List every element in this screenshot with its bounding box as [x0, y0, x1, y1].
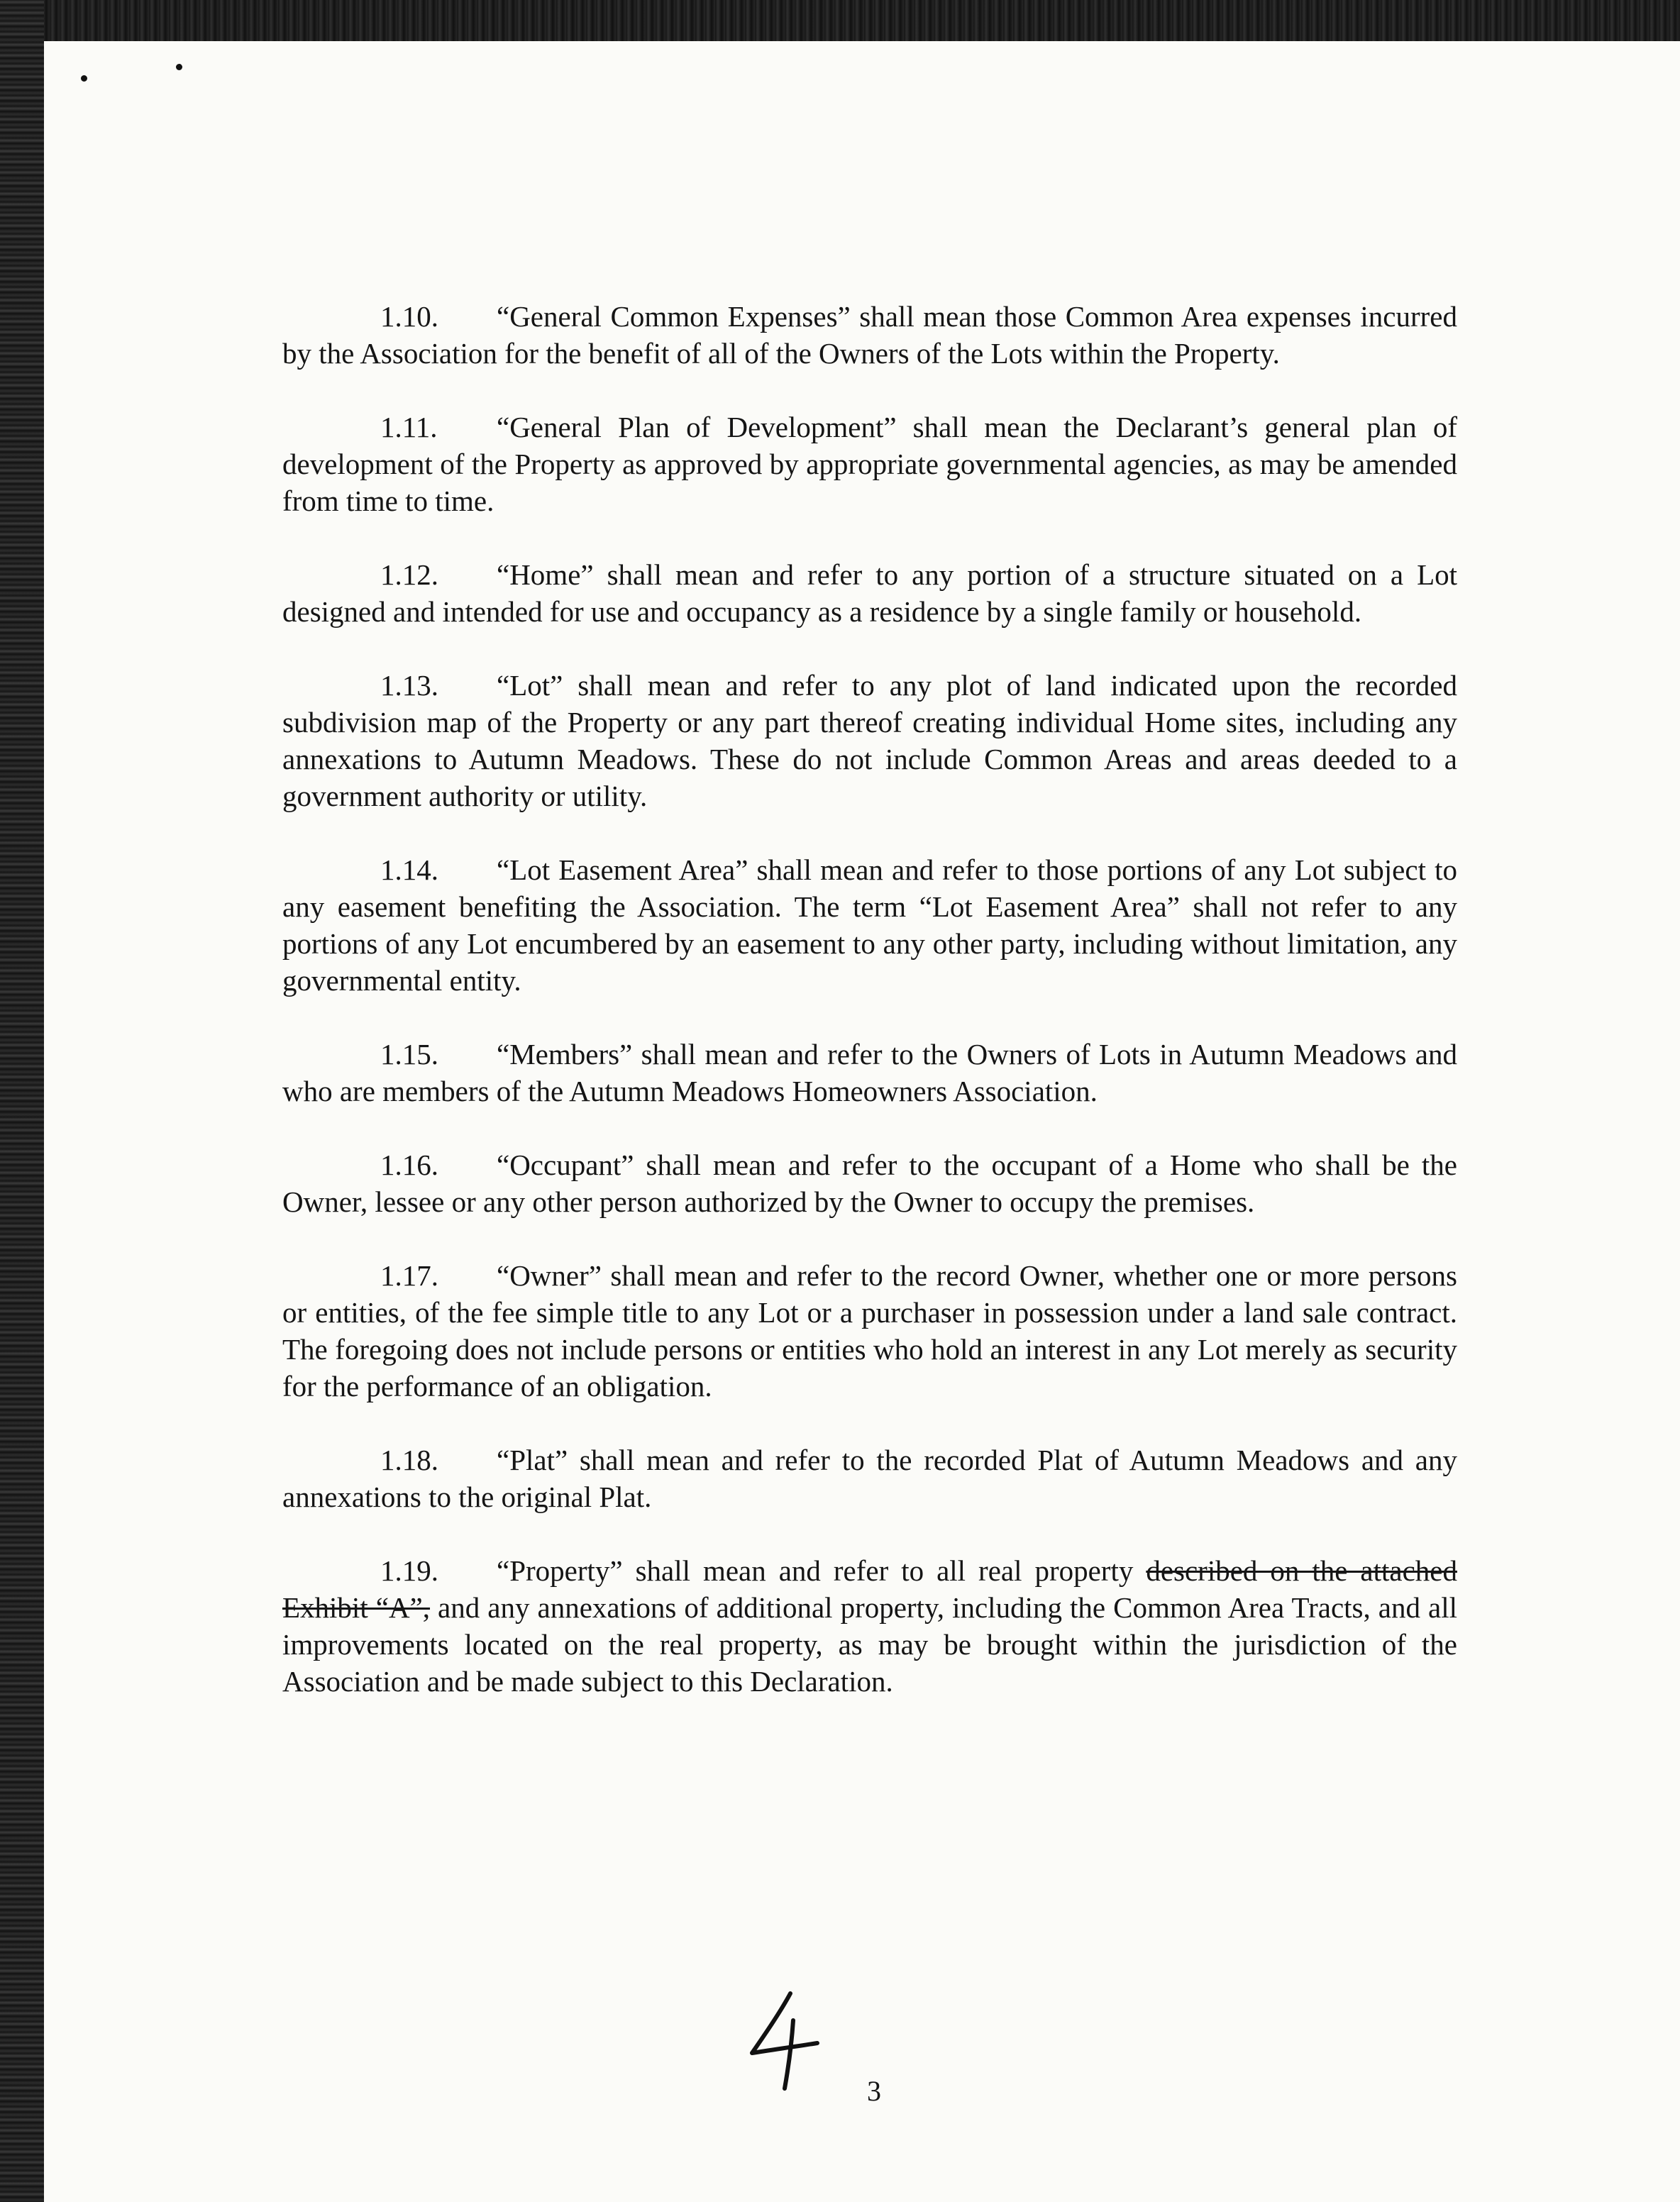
paragraph-1-18 — [282, 1442, 1457, 1515]
paragraph-number: 1.12. — [380, 558, 438, 591]
paragraph-1-13 — [282, 667, 1457, 814]
paragraph-text-before-strike: “Property” shall mean and refer to all real property — [497, 1554, 1146, 1587]
paragraph-1-11 — [282, 409, 1457, 519]
paragraph-text: “General Plan of Development” shall mean the Declarant’s general plan of development of the Property as approved by appropriate governmental agencies, as may be amended from time to time. — [282, 411, 1457, 517]
scan-speck — [81, 75, 87, 82]
paragraph-text-after-strike: and any annexations of additional property, including the Common Area Tracts, and all improvements located on the real property, as may be brought within the jurisdiction of the Association and be made subject to this Declaration. — [282, 1591, 1457, 1698]
paragraph-number: 1.16. — [380, 1149, 438, 1181]
paragraph-1-17 — [282, 1257, 1457, 1405]
paragraph-number: 1.19. — [380, 1554, 438, 1587]
page-number: 3 — [867, 2075, 881, 2107]
paragraph-1-14 — [282, 851, 1457, 999]
paragraph-number: 1.11. — [380, 411, 438, 443]
paragraph-1-16 — [282, 1146, 1457, 1220]
paragraph-number: 1.17. — [380, 1259, 438, 1292]
paragraph-text: “Owner” shall mean and refer to the record Owner, whether one or more persons or entities, of the fee simple title to any Lot or a purchaser in possession under a land sale contract. The foregoing does not include persons or entities who hold an interest in any Lot merely as security for the performance of an obligation. — [282, 1259, 1457, 1402]
paragraph-number: 1.13. — [380, 669, 438, 702]
paragraph-text: “General Common Expenses” shall mean those Common Area expenses incurred by the Association for the benefit of all of the Owners of the Lots within the Property. — [282, 300, 1457, 370]
paragraph-number: 1.10. — [380, 300, 438, 333]
paragraph-1-12 — [282, 556, 1457, 630]
paragraph-number: 1.18. — [380, 1444, 438, 1476]
paragraph-text: “Home” shall mean and refer to any portion of a structure situated on a Lot designed and intended for use and occupancy as a residence by a single family or household. — [282, 558, 1457, 628]
paragraph-text: “Lot” shall mean and refer to any plot of land indicated upon the recorded subdivision map of the Property or any part thereof creating individual Home sites, including any annexations to Autumn Meadows. These do not include Common Areas and areas deeded to a government authority or utility. — [282, 669, 1457, 812]
paragraph-number: 1.14. — [380, 853, 438, 886]
paragraph-text: “Members” shall mean and refer to the Owners of Lots in Autumn Meadows and who are members of the Autumn Meadows Homeowners Association. — [282, 1038, 1457, 1107]
paragraph-1-10 — [282, 298, 1457, 372]
scan-left-edge — [0, 0, 44, 2202]
paragraph-text: “Occupant” shall mean and refer to the occupant of a Home who shall be the Owner, lessee or any other person authorized by the Owner to occupy the premises. — [282, 1149, 1457, 1218]
paragraph-text: “Lot Easement Area” shall mean and refer to those portions of any Lot subject to any easement benefiting the Association. The term “Lot Easement Area” shall not refer to any portions of any Lot encumbered by an easement to any other party, including without limitation, any governmental entity. — [282, 853, 1457, 997]
paragraph-1-15 — [282, 1036, 1457, 1110]
struck-through-text: described on the attached Exhibit “A”, — [282, 1554, 1457, 1624]
handwritten-page-mark — [746, 1988, 824, 2094]
scan-top-edge — [0, 0, 1680, 41]
scan-speck — [176, 64, 182, 70]
paragraph-number: 1.15. — [380, 1038, 438, 1070]
document-body — [282, 298, 1457, 1737]
paragraph-text: “Plat” shall mean and refer to the recorded Plat of Autumn Meadows and any annexations to the original Plat. — [282, 1444, 1457, 1513]
paragraph-1-19 — [282, 1552, 1457, 1700]
